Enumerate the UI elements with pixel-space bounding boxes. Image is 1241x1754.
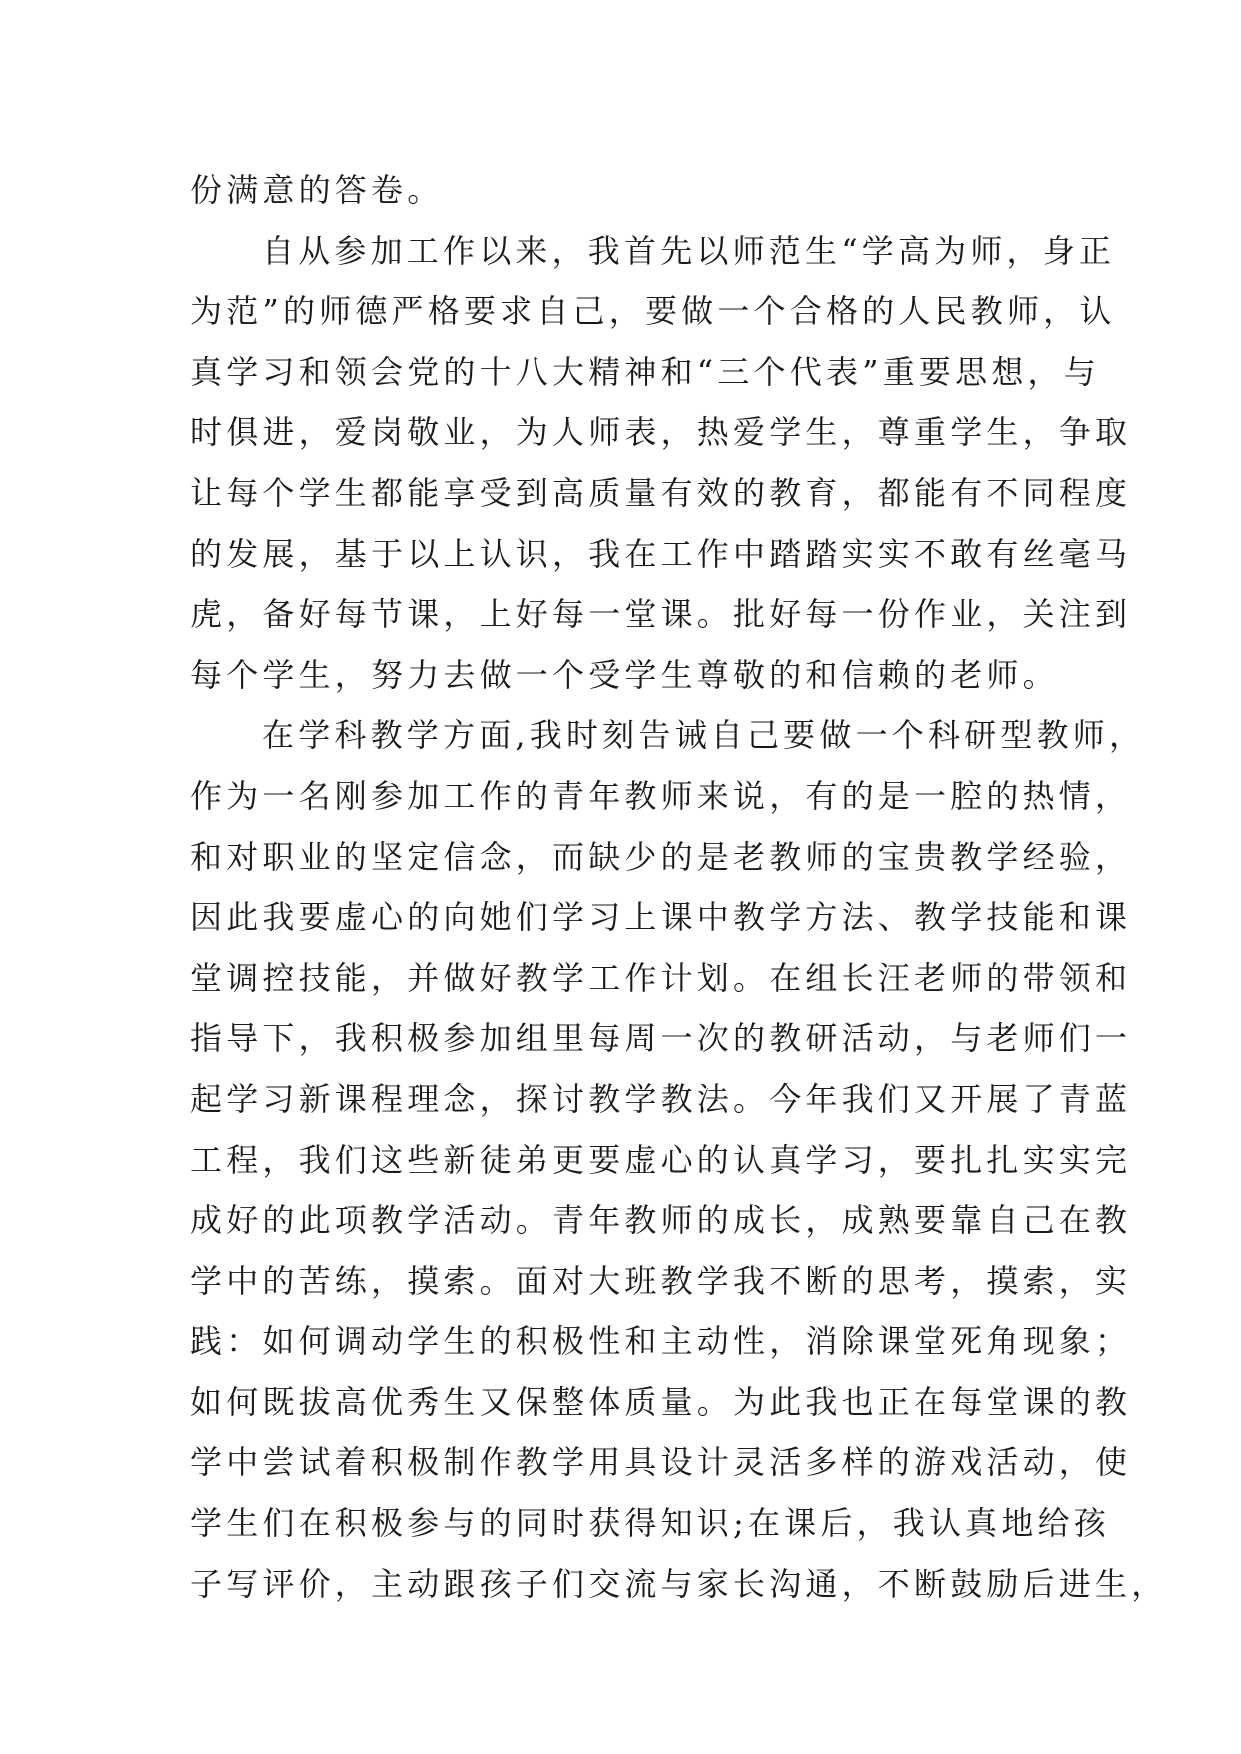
text-line: 每个学生，努力去做一个受学生尊敬的和信赖的老师。 <box>190 655 1059 694</box>
text-line: 如何既拔高优秀生又保整体质量。为此我也正在每堂课的教 <box>190 1382 1132 1421</box>
text-line: 学生们在积极参与的同时获得知识;在课后，我认真地给孩 <box>190 1504 1110 1543</box>
text-line: 真学习和领会党的十八大精神和“三个代表”重要思想，与 <box>190 352 1100 391</box>
text-line: 让每个学生都能享受到高质量有效的教育，都能有不同程度 <box>190 473 1132 512</box>
body-text <box>190 160 1168 1614</box>
text-line: 起学习新课程理念，探讨教学教法。今年我们又开展了青蓝 <box>190 1079 1132 1118</box>
text-line: 虎，备好每节课，上好每一堂课。批好每一份作业，关注到 <box>190 595 1132 634</box>
text-line: 学中尝试着积极制作教学用具设计灵活多样的游戏活动，使 <box>190 1443 1132 1482</box>
text-line: 践：如何调动学生的积极性和主动性，消除课堂死角现象； <box>190 1322 1132 1361</box>
text-line: 子写评价，主动跟孩子们交流与家长沟通，不断鼓励后进生， <box>190 1564 1168 1603</box>
text-line: 因此我要虚心的向她们学习上课中教学方法、教学技能和课 <box>190 898 1132 937</box>
text-line: 时俱进，爱岗敬业，为人师表，热爱学生，尊重学生，争取 <box>190 413 1132 452</box>
text-line: 份满意的答卷。 <box>190 171 444 209</box>
text-line: 和对职业的坚定信念，而缺少的是老教师的宝贵教学经验， <box>190 837 1132 876</box>
text-line: 堂调控技能，并做好教学工作计划。在组长汪老师的带领和 <box>190 958 1132 997</box>
text-line: 在学科教学方面,我时刻告诫自己要做一个科研型教师， <box>262 716 1146 755</box>
text-line: 自从参加工作以来，我首先以师范生“学高为师，身正 <box>262 231 1116 270</box>
text-line: 学中的苦练，摸索。面对大班教学我不断的思考，摸索，实 <box>190 1261 1132 1300</box>
text-line: 成好的此项教学活动。青年教师的成长，成熟要靠自己在教 <box>190 1201 1132 1240</box>
text-line: 为范”的师德严格要求自己，要做一个合格的人民教师，认 <box>190 292 1116 331</box>
text-line: 的发展，基于以上认识，我在工作中踏踏实实不敢有丝毫马 <box>190 534 1132 573</box>
text-line: 指导下，我积极参加组里每周一次的教研活动，与老师们一 <box>190 1019 1132 1058</box>
text-line: 工程，我们这些新徒弟更要虚心的认真学习，要扎扎实实完 <box>190 1140 1132 1179</box>
text-line: 作为一名刚参加工作的青年教师来说，有的是一腔的热情， <box>190 776 1132 815</box>
